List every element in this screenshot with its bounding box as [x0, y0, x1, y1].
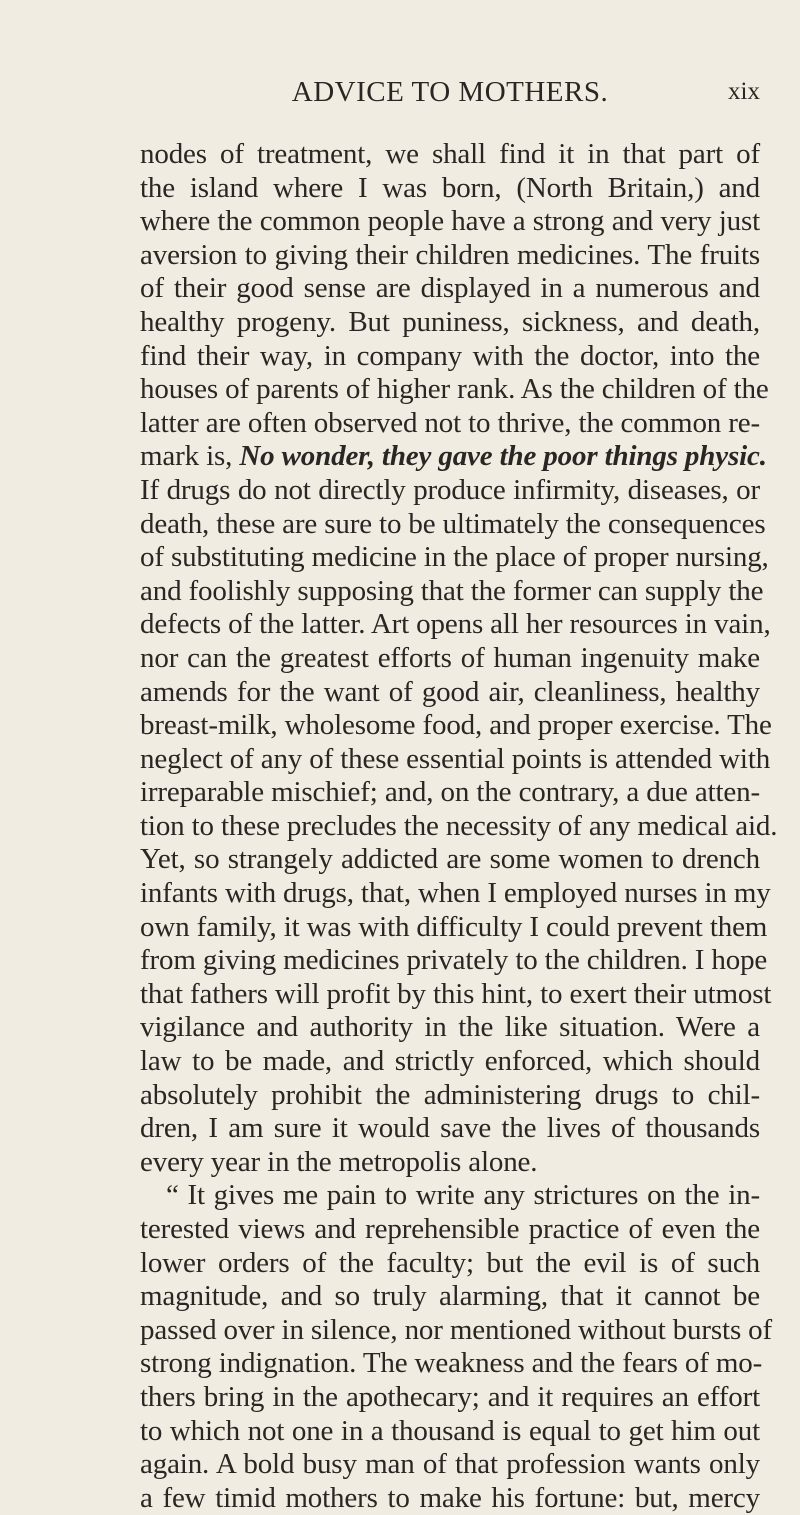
text-line: vigilance and authority in the like situation. Were a — [140, 1011, 760, 1044]
text-line: of their good sense are displayed in a numerous and — [140, 272, 760, 305]
text-line: of substituting medicine in the place of proper nursing, — [140, 541, 769, 574]
text-line: absolutely prohibit the administering drugs to chil- — [140, 1078, 760, 1111]
text-line: amends for the want of good air, cleanliness, healthy — [140, 675, 760, 708]
text-line: If drugs do not directly produce infirmity, diseases, or — [140, 473, 760, 506]
text-line: find their way, in company with the doctor, into the — [140, 339, 760, 372]
text-line: tion to these precludes the necessity of any medical aid. — [140, 809, 778, 842]
text-line: from giving medicines privately to the children. I hope — [140, 944, 768, 977]
text-line: passed over in silence, nor mentioned without bursts of — [140, 1313, 773, 1346]
text-line: the island where I was born, (North Britain,) and — [140, 171, 760, 204]
text-line: neglect of any of these essential points is attended with — [140, 742, 771, 775]
text-line: that fathers will profit by this hint, to exert their utmost — [140, 977, 772, 1010]
text-line: thers bring in the apothecary; and it requires an effort — [140, 1380, 760, 1413]
text-line: irreparable mischief; and, on the contrary, a due atten- — [140, 776, 760, 809]
italic-quote: No wonder, they gave the poor things physic. — [239, 440, 767, 473]
text-roman: mark is, — [140, 440, 240, 473]
text-line: death, these are sure to be ultimately the consequences — [140, 507, 766, 540]
text-line: aversion to giving their children medicines. The fruits — [140, 238, 760, 271]
text-line: law to be made, and strictly enforced, which should — [140, 1045, 760, 1078]
text-line: infants with drugs, that, when I employed nurses in my — [140, 877, 771, 910]
body-text — [140, 138, 778, 1515]
running-title: ADVICE TO MOTHERS. — [291, 76, 609, 108]
text-line: own family, it was with difficulty I could prevent them — [140, 910, 768, 943]
text-line: dren, I am sure it would save the lives of thousands — [140, 1112, 760, 1145]
text-line: nor can the greatest efforts of human ingenuity make — [140, 641, 760, 674]
text-line-emphasis — [140, 440, 767, 474]
text-line: “ It gives me pain to write any strictures on the in- — [166, 1179, 760, 1212]
text-line: breast-milk, wholesome food, and proper exercise. The — [140, 709, 772, 742]
text-line: and foolishly supposing that the former can supply the — [140, 574, 764, 607]
text-line: to which not one in a thousand is equal to get him out — [140, 1414, 760, 1447]
text-line: houses of parents of higher rank. As the children of the — [140, 373, 769, 406]
text-line: magnitude, and so truly alarming, that it cannot be — [140, 1280, 760, 1313]
text-line: where the common people have a strong and very just — [140, 205, 760, 238]
text-line: Yet, so strangely addicted are some women to drench — [140, 843, 760, 876]
page-number: xix — [728, 78, 760, 105]
text-line: terested views and reprehensible practice of even the — [140, 1213, 760, 1245]
page-header — [140, 76, 760, 112]
text-line: healthy progeny. But puniness, sickness, and death, — [140, 305, 760, 338]
text-line: lower orders of the faculty; but the evil is of such — [140, 1246, 760, 1279]
text-line: strong indignation. The weakness and the fears of mo- — [140, 1347, 763, 1380]
text-line: latter are often observed not to thrive, the common re- — [140, 406, 760, 439]
text-line: nodes of treatment, we shall find it in that part of — [140, 138, 760, 170]
text-line: every year in the metropolis alone. — [140, 1145, 538, 1178]
text-line: a few timid mothers to make his fortune: but, mercy — [140, 1481, 760, 1514]
text-line: again. A bold busy man of that profession wants only — [140, 1448, 760, 1481]
text-line: defects of the latter. Art opens all her resources in vain, — [140, 608, 771, 641]
